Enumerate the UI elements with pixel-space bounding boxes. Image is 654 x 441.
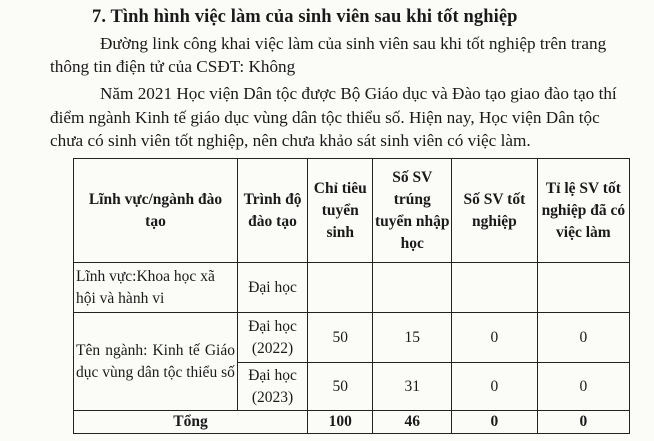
major-name-cell: Tên ngành: Kinh tế Giáo dục vùng dân tộc thiểu số	[74, 313, 238, 411]
section-heading: 7. Tình hình việc làm của sinh viên sau khi tốt nghiệp	[92, 7, 518, 27]
employed-rate-cell: 0	[537, 363, 629, 411]
paragraph-2-line-2: điểm ngành Kinh tế giáo dục vùng dân tộc thiểu số. Hiện nay, Học viện Dân tộc	[50, 108, 600, 127]
graduated-cell: 0	[452, 363, 538, 411]
total-label-cell: Tổng	[74, 411, 308, 434]
quota-cell: 50	[308, 363, 373, 411]
table-header-row	[74, 159, 630, 263]
table-row	[74, 313, 630, 363]
header-graduated: Số SV tốt nghiệp	[452, 159, 538, 263]
paragraph-1-line-1: Đường link công khai việc làm của sinh viên sau khi tốt nghiệp trên trang	[100, 34, 607, 53]
header-quota: Chỉ tiêu tuyển sinh	[308, 159, 373, 263]
enrolled-cell: 15	[373, 313, 452, 363]
paragraph-1-line-2: thông tin điện tử của CSĐT: Không	[50, 57, 296, 76]
paragraph-2-line-3: chưa có sinh viên tốt nghiệp, nên chưa khảo sát sinh viên có việc làm.	[50, 131, 531, 150]
level-cell: Đại học (2022)	[237, 313, 307, 363]
header-enrolled: Số SV trúng tuyển nhập học	[373, 159, 452, 263]
total-enrolled-cell: 46	[373, 411, 452, 434]
empty-cell	[537, 263, 629, 313]
header-level: Trình độ đào tạo	[237, 159, 307, 263]
enrolled-cell: 31	[373, 363, 452, 411]
employed-rate-cell: 0	[537, 313, 629, 363]
level-cell: Đại học (2023)	[237, 363, 307, 411]
total-employed-rate-cell: 0	[537, 411, 629, 434]
field-level-cell: Đại học	[237, 263, 307, 313]
quota-cell: 50	[308, 313, 373, 363]
employment-table	[73, 158, 630, 434]
field-name-cell: Lĩnh vực:Khoa học xã hội và hành vi	[74, 263, 238, 313]
header-field: Lĩnh vực/ngành đào tạo	[74, 159, 238, 263]
empty-cell	[452, 263, 538, 313]
empty-cell	[373, 263, 452, 313]
total-graduated-cell: 0	[452, 411, 538, 434]
total-quota-cell: 100	[308, 411, 373, 434]
empty-cell	[308, 263, 373, 313]
table-row	[74, 263, 630, 313]
paragraph-2-line-1: Năm 2021 Học viện Dân tộc được Bộ Giáo dục và Đào tạo giao đào tạo thí	[100, 84, 617, 103]
header-employed-rate: Tỉ lệ SV tốt nghiệp đã có việc làm	[537, 159, 629, 263]
total-row	[74, 411, 630, 434]
graduated-cell: 0	[452, 313, 538, 363]
